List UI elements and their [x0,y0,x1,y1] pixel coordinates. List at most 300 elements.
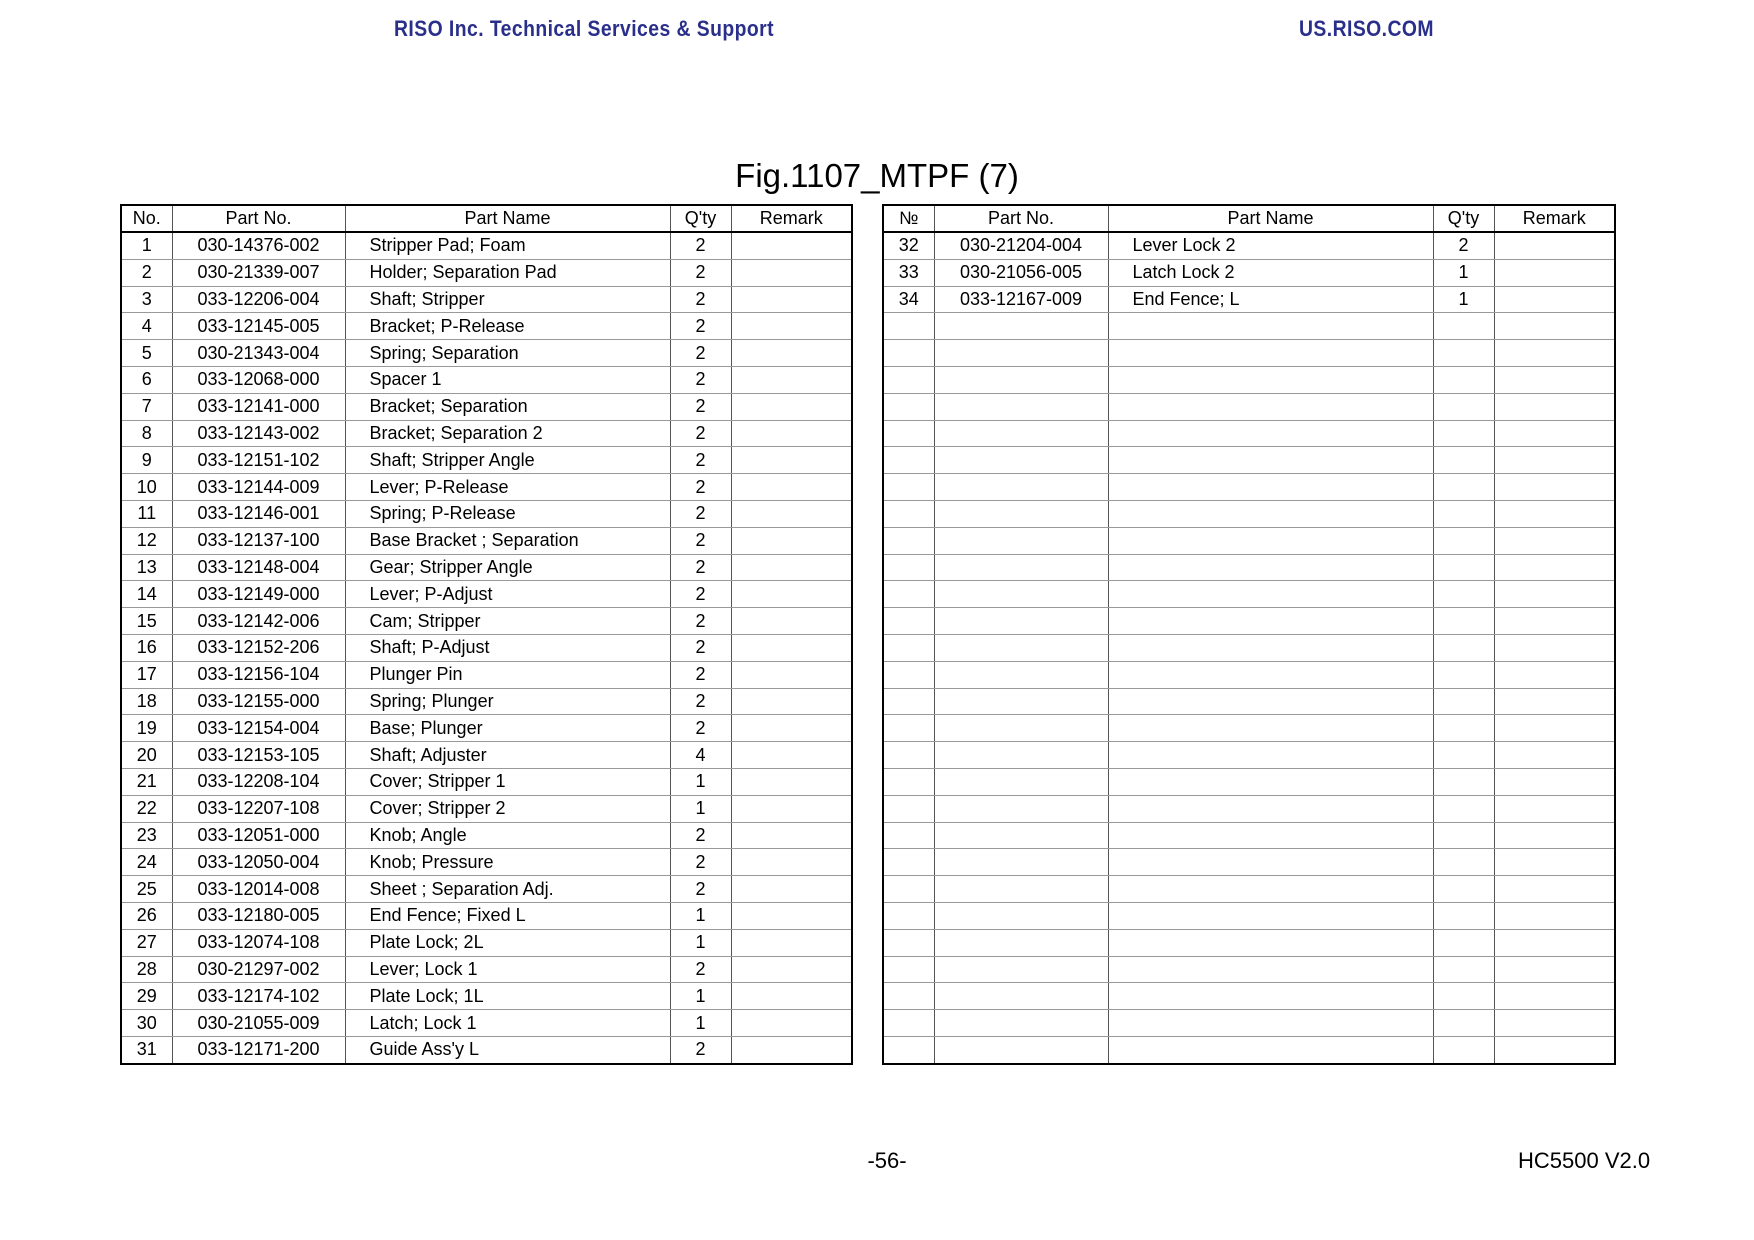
quantity: 2 [670,715,731,742]
remark [1494,983,1615,1010]
part-number [934,393,1108,420]
part-number: 030-21204-004 [934,232,1108,259]
part-name [1108,715,1433,742]
table-row [121,634,852,661]
part-number: 033-12154-004 [172,715,345,742]
item-number [883,849,934,876]
quantity [1433,956,1494,983]
remark [1494,500,1615,527]
item-number: 2 [121,259,172,286]
part-name [1108,340,1433,367]
part-name: Lever; P-Release [345,474,670,501]
part-name [1108,313,1433,340]
part-name: Shaft; P-Adjust [345,634,670,661]
remark [731,554,852,581]
quantity [1433,661,1494,688]
part-name: Bracket; Separation [345,393,670,420]
quantity: 2 [670,554,731,581]
quantity: 2 [670,634,731,661]
quantity: 1 [670,795,731,822]
page-number: -56- [867,1148,907,1173]
table-row [883,554,1615,581]
item-number: 3 [121,286,172,313]
quantity: 2 [670,688,731,715]
remark [731,581,852,608]
document-version: HC5500 V2.0 [1518,1148,1651,1173]
part-name [1108,1036,1433,1063]
remark [1494,608,1615,635]
part-name: Cover; Stripper 2 [345,795,670,822]
table-header-row [121,205,852,232]
header-website: US.RISO.COM [1299,16,1434,41]
part-name: Spacer 1 [345,366,670,393]
item-number [883,822,934,849]
part-name: Knob; Pressure [345,849,670,876]
item-number [883,313,934,340]
quantity: 2 [670,232,731,259]
part-name [1108,661,1433,688]
table-row [121,232,852,259]
table-row [121,581,852,608]
remark [731,340,852,367]
table-row [121,474,852,501]
item-number [883,340,934,367]
item-number: 33 [883,259,934,286]
quantity: 2 [670,581,731,608]
item-number [883,527,934,554]
quantity: 2 [670,822,731,849]
part-name [1108,902,1433,929]
item-number: 19 [121,715,172,742]
part-number [934,849,1108,876]
quantity: 1 [670,1010,731,1037]
item-number [883,608,934,635]
quantity: 1 [670,902,731,929]
quantity: 2 [670,500,731,527]
table-row [121,661,852,688]
table-row [121,876,852,903]
remark [731,688,852,715]
item-number: 28 [121,956,172,983]
table-row [121,1010,852,1037]
remark [1494,849,1615,876]
table-row [121,768,852,795]
remark [731,661,852,688]
remark [731,474,852,501]
table-row [883,527,1615,554]
table-row [121,527,852,554]
header-col-qty: Q'ty [1433,205,1494,232]
part-name: Spring; Plunger [345,688,670,715]
table-row [121,929,852,956]
quantity: 2 [670,393,731,420]
quantity: 2 [1433,232,1494,259]
table-row [121,313,852,340]
part-name: Lever; Lock 1 [345,956,670,983]
header-col-no: No. [121,205,172,232]
part-name [1108,420,1433,447]
part-name: Cam; Stripper [345,608,670,635]
table-row [883,313,1615,340]
table-row [883,1010,1615,1037]
remark [731,822,852,849]
part-name: Bracket; Separation 2 [345,420,670,447]
remark [1494,313,1615,340]
table-row [883,661,1615,688]
remark [731,715,852,742]
part-number: 033-12141-000 [172,393,345,420]
part-name: Shaft; Stripper Angle [345,447,670,474]
remark [731,902,852,929]
part-name [1108,1010,1433,1037]
table-row [883,500,1615,527]
remark [731,849,852,876]
part-number [934,822,1108,849]
part-number: 033-12167-009 [934,286,1108,313]
item-number [883,661,934,688]
remark [731,232,852,259]
table-row [883,876,1615,903]
table-row [121,849,852,876]
part-name [1108,849,1433,876]
item-number [883,1010,934,1037]
remark [731,742,852,769]
header-col-remark: Remark [731,205,852,232]
part-number [934,742,1108,769]
table-row [121,956,852,983]
item-number [883,447,934,474]
part-number: 033-12051-000 [172,822,345,849]
item-number [883,956,934,983]
part-name: End Fence; L [1108,286,1433,313]
item-number: 1 [121,232,172,259]
part-number [934,661,1108,688]
remark [731,500,852,527]
quantity: 1 [1433,286,1494,313]
table-row [883,742,1615,769]
item-number: 30 [121,1010,172,1037]
item-number [883,795,934,822]
part-number: 033-12180-005 [172,902,345,929]
part-number: 033-12074-108 [172,929,345,956]
remark [1494,393,1615,420]
table-row [121,340,852,367]
table-row [121,822,852,849]
table-row [121,608,852,635]
remark [1494,554,1615,581]
part-name: End Fence; Fixed L [345,902,670,929]
quantity [1433,688,1494,715]
item-number: 34 [883,286,934,313]
quantity [1433,554,1494,581]
remark [731,634,852,661]
remark [1494,822,1615,849]
table-row [883,232,1615,259]
item-number: 25 [121,876,172,903]
quantity [1433,849,1494,876]
part-number: 030-21055-009 [172,1010,345,1037]
item-number: 15 [121,608,172,635]
item-number [883,688,934,715]
quantity: 2 [670,849,731,876]
remark [1494,1036,1615,1063]
item-number: 24 [121,849,172,876]
quantity: 2 [670,956,731,983]
quantity [1433,474,1494,501]
header-col-no: № [883,205,934,232]
remark [1494,742,1615,769]
remark [731,527,852,554]
table-row [121,795,852,822]
quantity [1433,1036,1494,1063]
remark [1494,527,1615,554]
table-row [883,286,1615,313]
table-row [883,902,1615,929]
part-name [1108,447,1433,474]
table-row [883,715,1615,742]
item-number: 17 [121,661,172,688]
quantity [1433,983,1494,1010]
part-number [934,313,1108,340]
item-number [883,929,934,956]
remark [1494,420,1615,447]
item-number [883,983,934,1010]
part-number: 033-12156-104 [172,661,345,688]
item-number: 8 [121,420,172,447]
quantity: 2 [670,340,731,367]
quantity: 1 [670,983,731,1010]
part-name: Plunger Pin [345,661,670,688]
quantity: 2 [670,420,731,447]
item-number: 10 [121,474,172,501]
remark [731,1036,852,1063]
part-number: 033-12155-000 [172,688,345,715]
item-number: 16 [121,634,172,661]
table-row [121,447,852,474]
item-number: 27 [121,929,172,956]
quantity: 2 [670,527,731,554]
part-number: 033-12068-000 [172,366,345,393]
remark [1494,929,1615,956]
part-name: Spring; P-Release [345,500,670,527]
part-number [934,688,1108,715]
item-number [883,634,934,661]
table-row [883,1036,1615,1063]
header-col-part-name: Part Name [1108,205,1433,232]
remark [731,1010,852,1037]
part-name [1108,688,1433,715]
table-row [121,259,852,286]
remark [731,393,852,420]
quantity: 2 [670,661,731,688]
remark [731,795,852,822]
part-name [1108,795,1433,822]
remark [1494,474,1615,501]
item-number: 7 [121,393,172,420]
table-row [121,688,852,715]
part-number: 033-12208-104 [172,768,345,795]
table-row [883,956,1615,983]
remark [1494,232,1615,259]
quantity: 2 [670,1036,731,1063]
part-name [1108,956,1433,983]
quantity [1433,608,1494,635]
remark [1494,956,1615,983]
item-number [883,366,934,393]
quantity: 2 [670,447,731,474]
quantity [1433,340,1494,367]
remark [1494,634,1615,661]
item-number: 6 [121,366,172,393]
remark [1494,715,1615,742]
part-name: Gear; Stripper Angle [345,554,670,581]
remark [1494,768,1615,795]
header-company: RISO Inc. Technical Services & Support [394,16,775,41]
part-number [934,447,1108,474]
header-col-part-name: Part Name [345,205,670,232]
part-name: Shaft; Stripper [345,286,670,313]
quantity [1433,420,1494,447]
quantity: 2 [670,366,731,393]
table-row [883,795,1615,822]
part-number [934,795,1108,822]
table-row [121,715,852,742]
quantity: 2 [670,876,731,903]
table-row [883,259,1615,286]
quantity [1433,929,1494,956]
quantity [1433,581,1494,608]
quantity [1433,634,1494,661]
remark [731,313,852,340]
quantity [1433,527,1494,554]
quantity [1433,876,1494,903]
remark [731,286,852,313]
remark [1494,259,1615,286]
table-row [883,608,1615,635]
item-number: 23 [121,822,172,849]
part-name: Bracket; P-Release [345,313,670,340]
item-number [883,768,934,795]
part-name [1108,929,1433,956]
part-number: 033-12207-108 [172,795,345,822]
item-number: 12 [121,527,172,554]
table-row [883,688,1615,715]
part-name [1108,822,1433,849]
part-name: Plate Lock; 1L [345,983,670,1010]
table-row [883,340,1615,367]
remark [731,929,852,956]
quantity [1433,500,1494,527]
part-name: Lever; P-Adjust [345,581,670,608]
part-number: 033-12144-009 [172,474,345,501]
part-name: Cover; Stripper 1 [345,768,670,795]
remark [731,420,852,447]
part-name [1108,581,1433,608]
part-name: Latch; Lock 1 [345,1010,670,1037]
part-number: 030-21343-004 [172,340,345,367]
quantity [1433,795,1494,822]
part-name: Spring; Separation [345,340,670,367]
remark [731,366,852,393]
table-row [883,420,1615,447]
item-number: 29 [121,983,172,1010]
part-name [1108,876,1433,903]
quantity: 2 [670,259,731,286]
quantity [1433,768,1494,795]
item-number [883,742,934,769]
figure-title: Fig.1107_MTPF (7) [735,157,1019,194]
item-number [883,500,934,527]
item-number: 11 [121,500,172,527]
quantity [1433,1010,1494,1037]
remark [1494,1010,1615,1037]
part-number: 033-12143-002 [172,420,345,447]
table-row [121,983,852,1010]
item-number: 14 [121,581,172,608]
item-number: 26 [121,902,172,929]
part-number [934,554,1108,581]
quantity: 1 [670,768,731,795]
table-row [121,393,852,420]
remark [731,768,852,795]
part-name: Base; Plunger [345,715,670,742]
item-number [883,876,934,903]
parts-table-left [120,204,853,1065]
quantity [1433,447,1494,474]
item-number: 9 [121,447,172,474]
part-number [934,608,1108,635]
remark [1494,688,1615,715]
table-row [883,849,1615,876]
part-number [934,768,1108,795]
item-number: 18 [121,688,172,715]
item-number: 31 [121,1036,172,1063]
quantity [1433,313,1494,340]
item-number: 32 [883,232,934,259]
part-number [934,420,1108,447]
parts-table-right [882,204,1616,1065]
table-row [883,634,1615,661]
part-number: 033-12050-004 [172,849,345,876]
part-number: 033-12137-100 [172,527,345,554]
item-number [883,420,934,447]
item-number [883,554,934,581]
table-row [121,500,852,527]
quantity: 2 [670,474,731,501]
part-number [934,1036,1108,1063]
part-name: Guide Ass'y L [345,1036,670,1063]
remark [1494,286,1615,313]
quantity: 1 [1433,259,1494,286]
part-number: 033-12148-004 [172,554,345,581]
part-number [934,634,1108,661]
remark [731,608,852,635]
table-row [883,581,1615,608]
part-name: Base Bracket ; Separation [345,527,670,554]
part-number [934,340,1108,367]
table-row [121,554,852,581]
item-number: 20 [121,742,172,769]
part-number: 033-12152-206 [172,634,345,661]
quantity: 2 [670,313,731,340]
part-name: Holder; Separation Pad [345,259,670,286]
item-number: 13 [121,554,172,581]
remark [731,983,852,1010]
item-number: 21 [121,768,172,795]
remark [731,876,852,903]
part-number [934,474,1108,501]
part-number [934,956,1108,983]
